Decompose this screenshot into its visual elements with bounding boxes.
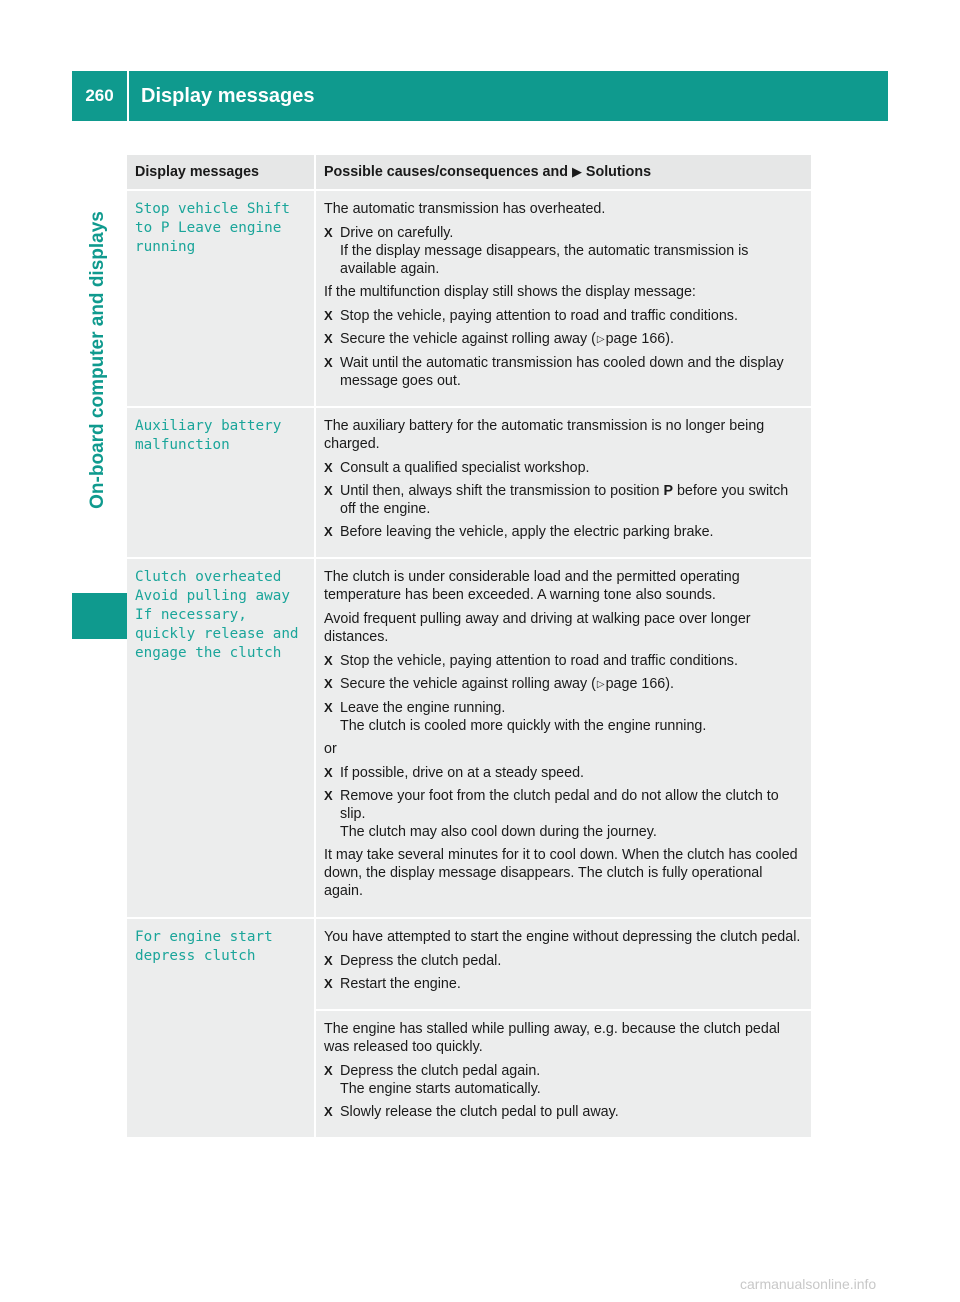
paragraph: Avoid frequent pulling away and driving at walking pace over longer distances. bbox=[324, 611, 751, 645]
paragraph: The clutch is under considerable load and the permitted operating temperature has been exceeded. A warning tone also sounds. bbox=[324, 569, 740, 603]
step-x-icon: X bbox=[324, 1104, 333, 1119]
display-message-code: Clutch overheated Avoid pulling away If necessary, quickly release and engage the clutch bbox=[135, 569, 299, 661]
table-row bbox=[127, 408, 811, 559]
instruction-step: X Before leaving the vehicle, apply the electric parking brake. bbox=[324, 524, 714, 540]
step-x-icon: X bbox=[324, 953, 333, 968]
table-row bbox=[127, 559, 811, 919]
step-x-icon: X bbox=[324, 676, 333, 691]
step-x-icon: X bbox=[324, 524, 333, 539]
solution-cell bbox=[316, 191, 811, 408]
solution-cell bbox=[316, 919, 811, 1011]
display-messages-table bbox=[127, 155, 811, 1137]
side-section-text: On-board computer and displays bbox=[87, 211, 108, 509]
page-reference-link[interactable]: page 166). bbox=[605, 676, 674, 692]
step-x-icon: X bbox=[324, 976, 333, 991]
step-x-icon: X bbox=[324, 308, 333, 323]
instruction-step: X Wait until the automatic transmission has cooled down and the display message goes out. bbox=[324, 355, 784, 389]
instruction-step: X Remove your foot from the clutch pedal and do not allow the clutch to slip. The clutch may also cool down during the journey. bbox=[324, 788, 779, 840]
instruction-step: X Stop the vehicle, paying attention to road and traffic conditions. bbox=[324, 308, 738, 324]
side-section-label bbox=[70, 130, 126, 590]
step-x-icon: X bbox=[324, 460, 333, 475]
solution-cell bbox=[316, 559, 811, 919]
paragraph: It may take several minutes for it to cool down. When the clutch has cooled down, the display message disappears. The clutch is fully operational again. bbox=[324, 847, 798, 899]
table-row bbox=[127, 919, 811, 1011]
instruction-step: X Secure the vehicle against rolling away (▷page 166). bbox=[324, 676, 674, 692]
step-x-icon: X bbox=[324, 483, 333, 498]
instruction-step: X Secure the vehicle against rolling away (▷page 166). bbox=[324, 331, 674, 347]
page-title: Display messages bbox=[141, 84, 315, 107]
watermark: carmanualsonline.info bbox=[740, 1276, 877, 1292]
step-x-icon: X bbox=[324, 788, 333, 803]
step-x-icon: X bbox=[324, 653, 333, 668]
col-header-solutions-pre: Possible causes/consequences and bbox=[324, 164, 568, 180]
step-x-icon: X bbox=[324, 700, 333, 715]
paragraph: The auxiliary battery for the automatic transmission is no longer being charged. bbox=[324, 418, 765, 452]
header-divider bbox=[127, 71, 129, 121]
page-ref-icon: ▷ bbox=[596, 679, 605, 690]
message-cell bbox=[127, 559, 316, 919]
instruction-step: X Restart the engine. bbox=[324, 976, 461, 992]
step-x-icon: X bbox=[324, 225, 333, 240]
paragraph: You have attempted to start the engine without depressing the clutch pedal. bbox=[324, 929, 801, 945]
step-x-icon: X bbox=[324, 355, 333, 370]
message-cell bbox=[127, 191, 316, 408]
instruction-step: X Slowly release the clutch pedal to pull away. bbox=[324, 1104, 619, 1120]
display-message-code: Stop vehicle Shift to P Leave engine running bbox=[135, 201, 290, 255]
solutions-arrow-icon: ▶ bbox=[571, 164, 582, 179]
step-x-icon: X bbox=[324, 331, 333, 346]
page-ref-icon: ▷ bbox=[596, 334, 605, 345]
message-cell bbox=[127, 408, 316, 559]
instruction-step: X Consult a qualified specialist workshop. bbox=[324, 460, 590, 476]
instruction-step: X If possible, drive on at a steady speed. bbox=[324, 765, 584, 781]
step-x-icon: X bbox=[324, 765, 333, 780]
display-message-code: For engine start depress clutch bbox=[135, 929, 273, 964]
instruction-step: X Leave the engine running. The clutch is cooled more quickly with the engine running. bbox=[324, 700, 707, 734]
instruction-step: X Stop the vehicle, paying attention to road and traffic conditions. bbox=[324, 653, 738, 669]
paragraph: If the multifunction display still shows the display message: bbox=[324, 284, 696, 300]
display-message-code: Auxiliary battery malfunction bbox=[135, 418, 282, 453]
paragraph: The engine has stalled while pulling away, e.g. because the clutch pedal was released too quickly. bbox=[324, 1021, 780, 1055]
col-header-solutions-post: Solutions bbox=[585, 164, 652, 180]
paragraph: The automatic transmission has overheated. bbox=[324, 201, 606, 217]
instruction-step: X Depress the clutch pedal again. The engine starts automatically. bbox=[324, 1063, 541, 1097]
instruction-step: X Depress the clutch pedal. bbox=[324, 953, 502, 969]
instruction-step: X Until then, always shift the transmission to position P before you switch off the engine. bbox=[324, 483, 789, 517]
table-header-row bbox=[127, 155, 811, 191]
col-header-messages: Display messages bbox=[127, 155, 316, 191]
page-number: 260 bbox=[85, 86, 114, 105]
page-reference-link[interactable]: page 166). bbox=[605, 331, 674, 347]
instruction-step: X Drive on carefully. If the display message disappears, the automatic transmission is available again. bbox=[324, 225, 749, 277]
solution-cell bbox=[316, 1011, 811, 1137]
side-section-marker bbox=[72, 593, 127, 639]
col-header-solutions bbox=[316, 155, 811, 191]
step-x-icon: X bbox=[324, 1063, 333, 1078]
or-separator: or bbox=[324, 741, 337, 757]
table-row bbox=[127, 191, 811, 408]
solution-cell bbox=[316, 408, 811, 559]
message-cell bbox=[127, 919, 316, 1137]
